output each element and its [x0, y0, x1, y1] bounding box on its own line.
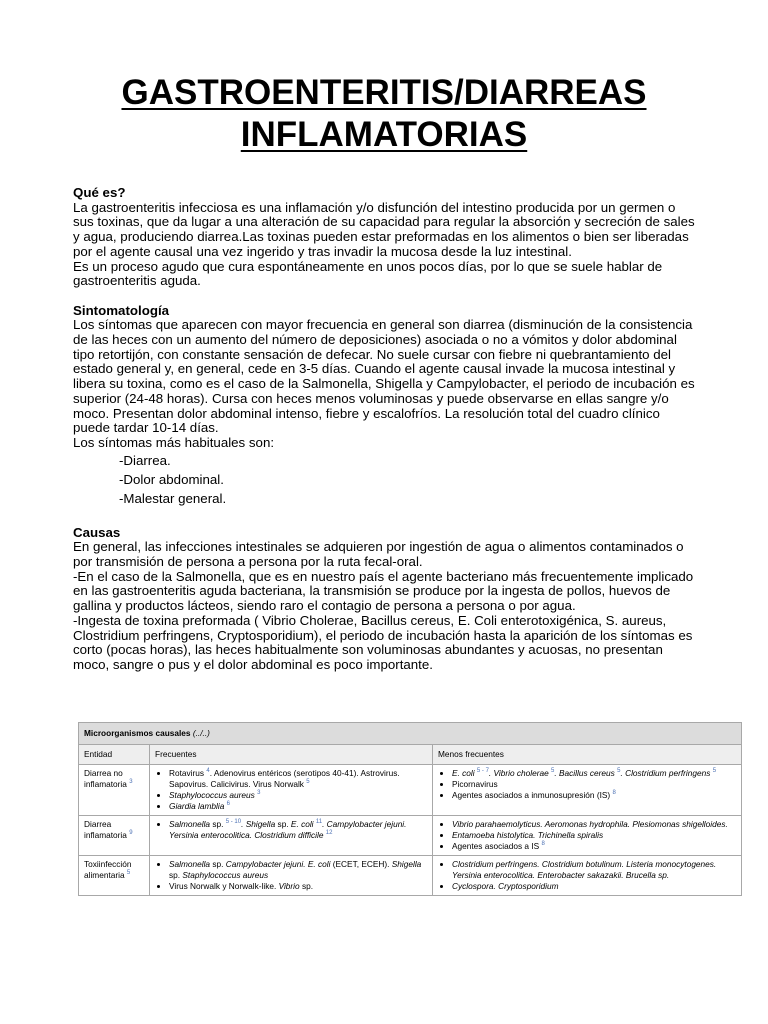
entity-cell: Diarrea no inflamatoria $^3$ [79, 765, 150, 816]
page-title: GASTROENTERITIS/DIARREAS INFLAMATORIAS [121, 73, 647, 154]
list-item: • Vibrio parahaemolyticus. Aeromonas hydrophila. Plesiomonas shigelloides. [452, 819, 736, 830]
section-heading-que-es: Qué es? [73, 185, 126, 200]
list-item: -Diarrea. [119, 452, 171, 468]
less-frequent-cell [433, 816, 742, 856]
list-item: • Picornavirus [452, 779, 736, 790]
section-heading-causas: Causas [73, 524, 121, 540]
paragraph: En general, las infecciones intestinales se adquieren por ingestión de agua o alimentos contaminados o por transmisión de persona a persona por la ruta fecal-oral. [73, 539, 684, 570]
section-heading-sintomatologia: Sintomatología [73, 302, 170, 318]
document-body [73, 186, 698, 673]
list-item: • Virus Norwalk y Norwalk-like. Vibrio sp. [169, 881, 427, 892]
list-item: • Salmonella sp. $^{5 - 10}$. Shigella sp. E. coli $^{11}$. Campylobacter jejuni. Yersinia enterocolitica. Clostridium difficile $^{12}$ [169, 819, 427, 841]
table-row [79, 816, 742, 856]
column-header-frecuentes: Frecuentes [150, 745, 433, 765]
frequent-cell [150, 816, 433, 856]
list-item: • Entamoeba histolytica. Trichinella spiralis [452, 830, 736, 841]
paragraph: -En el caso de la Salmonella, que es en nuestro país el agente bacteriano más frecuentemente implicado en las gastroenteritis aguda bacteriana, la transmisión se produce por la ingesta de pollos, huevos de gallina y productos lácteos, siendo raro el contagio de persona a persona o por agua. [73, 568, 694, 614]
list-item: • Agentes asociados a IS $^8$ [452, 841, 736, 852]
list-item: • Cyclospora. Cryptosporidium [452, 881, 736, 892]
list-item: -Malestar general. [119, 490, 227, 506]
list-item: -Dolor abdominal. [119, 471, 224, 487]
paragraph: Los síntomas que aparecen con mayor frecuencia en general son diarrea (disminución de la consistencia de las heces con un aumento del número de deposiciones) asociada o no a vómitos y dolor abdominal tipo retortijón, con constante sensación de defecar. No suele cursar con fiebre ni quebrantamiento del estado general y, en general, cede en 3-5 días. Cuando el agente causal invade la mucosa intestinal y libera su toxina, como es el caso de la Salmonella, Shigella y Campylobacter, el periodo de incubación es superior (24-48 horas). Cursa con heces menos voluminosas y puede observarse en ellas sangre y/o moco. Presentan dolor abdominal intenso, fiebre y escalofríos. La resolución total del cuadro clínico puede tardar 10-14 días. [73, 317, 695, 436]
entity-cell: Diarrea inflamatoria $^9$ [79, 816, 150, 856]
column-header-entidad: Entidad [79, 745, 150, 765]
paragraph: La gastroenteritis infecciosa es una inflamación y/o disfunción del intestino producida por un germen o sus toxinas, que da lugar a una alteración de su capacidad para regular la absorción y secreción de sales y agua, produciendo diarrea.Las toxinas pueden estar preformadas en los alimentos o bien ser liberadas por el agente causal una vez ingerido y tras invadir la mucosa desde la luz intestinal. [73, 199, 695, 259]
table-row [79, 765, 742, 816]
list-item: • Rotavirus $^4$. Adenovirus entéricos (serotipos 40-41). Astrovirus. Sapovirus. Calicivirus. Virus Norwalk $^5$ [169, 768, 427, 790]
list-item: • Agentes asociados a inmunosupresión (IS) $^8$ [452, 790, 736, 801]
table-caption: Microorganismos causales (../..) [79, 723, 742, 745]
paragraph: -Ingesta de toxina preformada ( Vibrio Cholerae, Bacillus cereus, E. Coli enterotoxigénica, S. aureus, Clostridium perfringens, Cryptosporidium), el periodo de incubación hasta la aparición de los síntomas es corto (pocas horas), las heces habitualmente son voluminosas abundantes y acuosas, no presentan moco, sangre o pus y el dolor abdominal es poco importante. [73, 612, 693, 672]
frequent-cell [150, 765, 433, 816]
less-frequent-cell [433, 856, 742, 896]
list-item: • Staphylococcus aureus $^3$ [169, 790, 427, 801]
list-item: • E. coli $^{5 - 7}$. Vibrio cholerae $^5$. Bacillus cereus $^5$. Clostridium perfringens $^5$ [452, 768, 736, 779]
table-row [79, 856, 742, 896]
list-item: • Giardia lamblia $^6$ [169, 801, 427, 812]
list-intro: Los síntomas más habituales son: [73, 434, 275, 450]
paragraph: Es un proceso agudo que cura espontáneamente en unos pocos días, por lo que se suele hablar de gastroenteritis aguda. [73, 258, 663, 289]
frequent-cell [150, 856, 433, 896]
entity-cell: Toxiinfección alimentaria $^5$ [79, 856, 150, 896]
less-frequent-cell [433, 765, 742, 816]
list-item: • Clostridium perfringens. Clostridium botulinum. Listeria monocytogenes. Yersinia enterocolitica. Enterobacter sakazakii. Brucella sp. [452, 859, 736, 881]
microorganisms-table [78, 722, 742, 896]
column-header-menos-frecuentes: Menos frecuentes [433, 745, 742, 765]
list-item: • Salmonella sp. Campylobacter jejuni. E. coli (ECET, ECEH). Shigella sp. Staphylococcus aureus [169, 859, 427, 881]
